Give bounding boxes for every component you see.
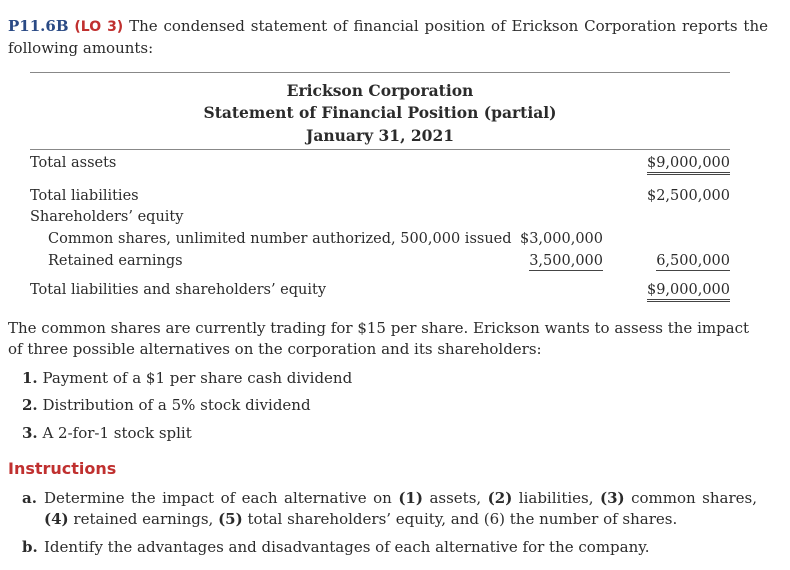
common-shares-value: $3,000,000 bbox=[519, 231, 603, 247]
row-shareholders-equity bbox=[30, 209, 730, 229]
company-name: Erickson Corporation bbox=[286, 81, 474, 100]
row-total-liabilities bbox=[30, 188, 730, 208]
total-equity-value: 6,500,000 bbox=[656, 253, 730, 269]
retained-earnings-value: 3,500,000 bbox=[529, 253, 603, 269]
list-item bbox=[22, 396, 311, 414]
row-label: Shareholders’ equity bbox=[30, 209, 184, 225]
total-assets-value: $9,000,000 bbox=[647, 155, 730, 175]
top-rule bbox=[30, 72, 730, 73]
row-label: Total liabilities and shareholders’ equity bbox=[30, 282, 327, 298]
item-number: 2. bbox=[22, 396, 38, 414]
row-label: Common shares, unlimited number authorized, 500,000 issued bbox=[48, 231, 512, 247]
row-label: Retained earnings bbox=[48, 253, 183, 269]
item-key: b. bbox=[22, 538, 38, 556]
item-text: Identify the advantages and disadvantages of each alternative for the company. bbox=[44, 538, 650, 556]
total-liabilities-equity-value: $9,000,000 bbox=[647, 282, 730, 302]
item-number: 1. bbox=[22, 369, 38, 387]
row-retained-earnings bbox=[30, 253, 730, 273]
problem-number: P11.6B bbox=[8, 17, 69, 35]
item-text: Distribution of a 5% stock dividend bbox=[42, 396, 311, 414]
instruction-a: a. Determine the impact of each alternative on (1) assets, (2) liabilities, (3) common shares, (4) retained earnings, (5) total shareholders’ equity, and (6) the number of shares. bbox=[22, 489, 757, 528]
list-item bbox=[22, 424, 192, 442]
problem-statement bbox=[8, 16, 768, 59]
item-text: A 2-for-1 stock split bbox=[42, 424, 192, 442]
problem-text: The condensed statement of financial position of Erickson Corporation reports the following amounts: bbox=[8, 17, 768, 57]
instructions-heading: Instructions bbox=[8, 459, 117, 478]
learning-objective: (LO 3) bbox=[74, 19, 124, 35]
row-common-shares bbox=[30, 231, 730, 251]
alternatives-intro: The common shares are currently trading for $15 per share. Erickson wants to assess the impact of three possible alternatives on the corporation and its shareholders: bbox=[8, 319, 750, 358]
total-liabilities-value: $2,500,000 bbox=[646, 188, 730, 204]
row-label: Total liabilities bbox=[30, 188, 139, 204]
item-number: 3. bbox=[22, 424, 38, 442]
item-text: Payment of a $1 per share cash dividend bbox=[42, 369, 353, 387]
row-total-liabilities-equity bbox=[30, 282, 730, 302]
row-label: Total assets bbox=[30, 155, 117, 171]
statement-title: Statement of Financial Position (partial) bbox=[203, 103, 557, 122]
item-key: a. bbox=[22, 489, 37, 507]
row-total-assets bbox=[30, 155, 730, 175]
header-rule bbox=[30, 149, 730, 150]
list-item bbox=[22, 369, 352, 387]
statement-date: January 31, 2021 bbox=[305, 126, 455, 145]
